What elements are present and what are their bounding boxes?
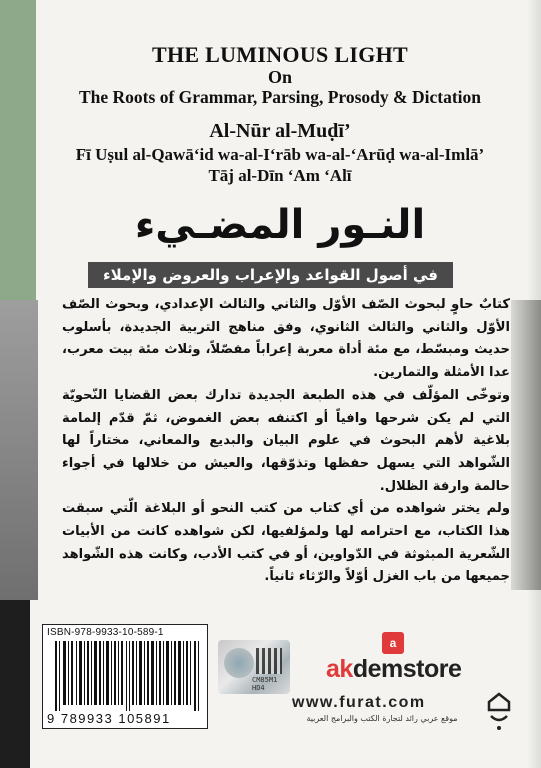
- arabic-title: النـور المضـيء: [134, 202, 426, 248]
- description-text: [62, 294, 510, 589]
- transliterated-subtitle: Fī Uṣul al-Qawā‘id wa-al-I‘rāb wa-al-‘Arūḍ wa-al-Imlā’: [75, 145, 485, 164]
- isbn-barcode-box: [42, 624, 208, 729]
- akdemstore-logo: [326, 655, 461, 684]
- author-name: Tāj al-Dīn ‘Am ‘Alī: [208, 166, 352, 185]
- transliterated-title: Al-Nūr al-Muḍī’: [209, 120, 351, 142]
- akdemstore-logo-prefix: ak: [326, 655, 353, 683]
- arabic-subtitle-band: في أصول القواعد والإعراب والعروض والإملاء: [88, 262, 453, 288]
- spine-bottom-dark: [0, 600, 30, 768]
- description-paragraph: ولم يختر شواهده من أي كتاب من كتب النحو أو البلاغة الّتي سبقت هذا الكتاب، مع احترامه لها ولمؤلفيها، لكن شواهده كانت من الأبيات الشّعرية المبثوثة في الدّواوين، أو في كتب الأدب، وكانت هذه الشّواهد جميعها من باب الغزل أوّلاً والرّثاء ثانياً.: [62, 501, 510, 585]
- spine-green-band: [0, 0, 36, 300]
- barcode-digits: 9 789933 105891: [47, 711, 171, 726]
- furat-logo-icon: [486, 688, 512, 732]
- english-subtitle: The Roots of Grammar, Parsing, Prosody & Dictation: [79, 87, 481, 107]
- hologram-emblem-icon: [224, 648, 254, 678]
- hologram-sticker: [218, 640, 290, 694]
- akdemstore-logo-rest: demstore: [352, 655, 462, 683]
- furat-tagline: موقع عربي رائد لتجارة الكتب والبرامج العربية: [306, 714, 458, 723]
- description-paragraph: وتوخّى المؤلّف في هذه الطبعة الجديدة تدارك بعض القضايا النّحويّة التي لم يكن شرحها وافياً أو اكتنفه بعض الغموض، ثمّ قدّم إلمامة بلاغية لأهم البحوث في علوم البيان والبديع والمعاني، مختاراً لها الشّواهد التي يسهل حفظها وتذوّقها، والعيش من خلالها في أجواء حالمة وارفة الظلال.: [62, 387, 510, 494]
- description-paragraph: كتابٌ حاوٍ لبحوث الصّف الأوّل والثاني والثالث الإعدادي، وبحوث الصّف الأوّل والثاني والثالث الثانوي، وفق مناهج التربية الجديدة، بأسلوب حديث ومبسّط، مع مئة أداة معربة إعراباً مفصّلاً، وثلاث مئة بيت معرب، عدا الأمثلة والتمارين.: [62, 297, 510, 381]
- spine-grey-band: [0, 300, 38, 600]
- english-on: On: [267, 67, 292, 87]
- right-grey-tab: [511, 300, 541, 590]
- isbn-label: ISBN-978-9933-10-589-1: [47, 627, 164, 638]
- akdemstore-logo-icon: a: [382, 632, 404, 654]
- hologram-code: CM85M1 HD4: [252, 676, 278, 692]
- english-title: THE LUMINOUS LIGHT: [151, 42, 408, 67]
- qr-code-icon: [256, 648, 282, 674]
- furat-url: www.furat.com: [292, 694, 426, 711]
- barcode-icon: [55, 641, 201, 711]
